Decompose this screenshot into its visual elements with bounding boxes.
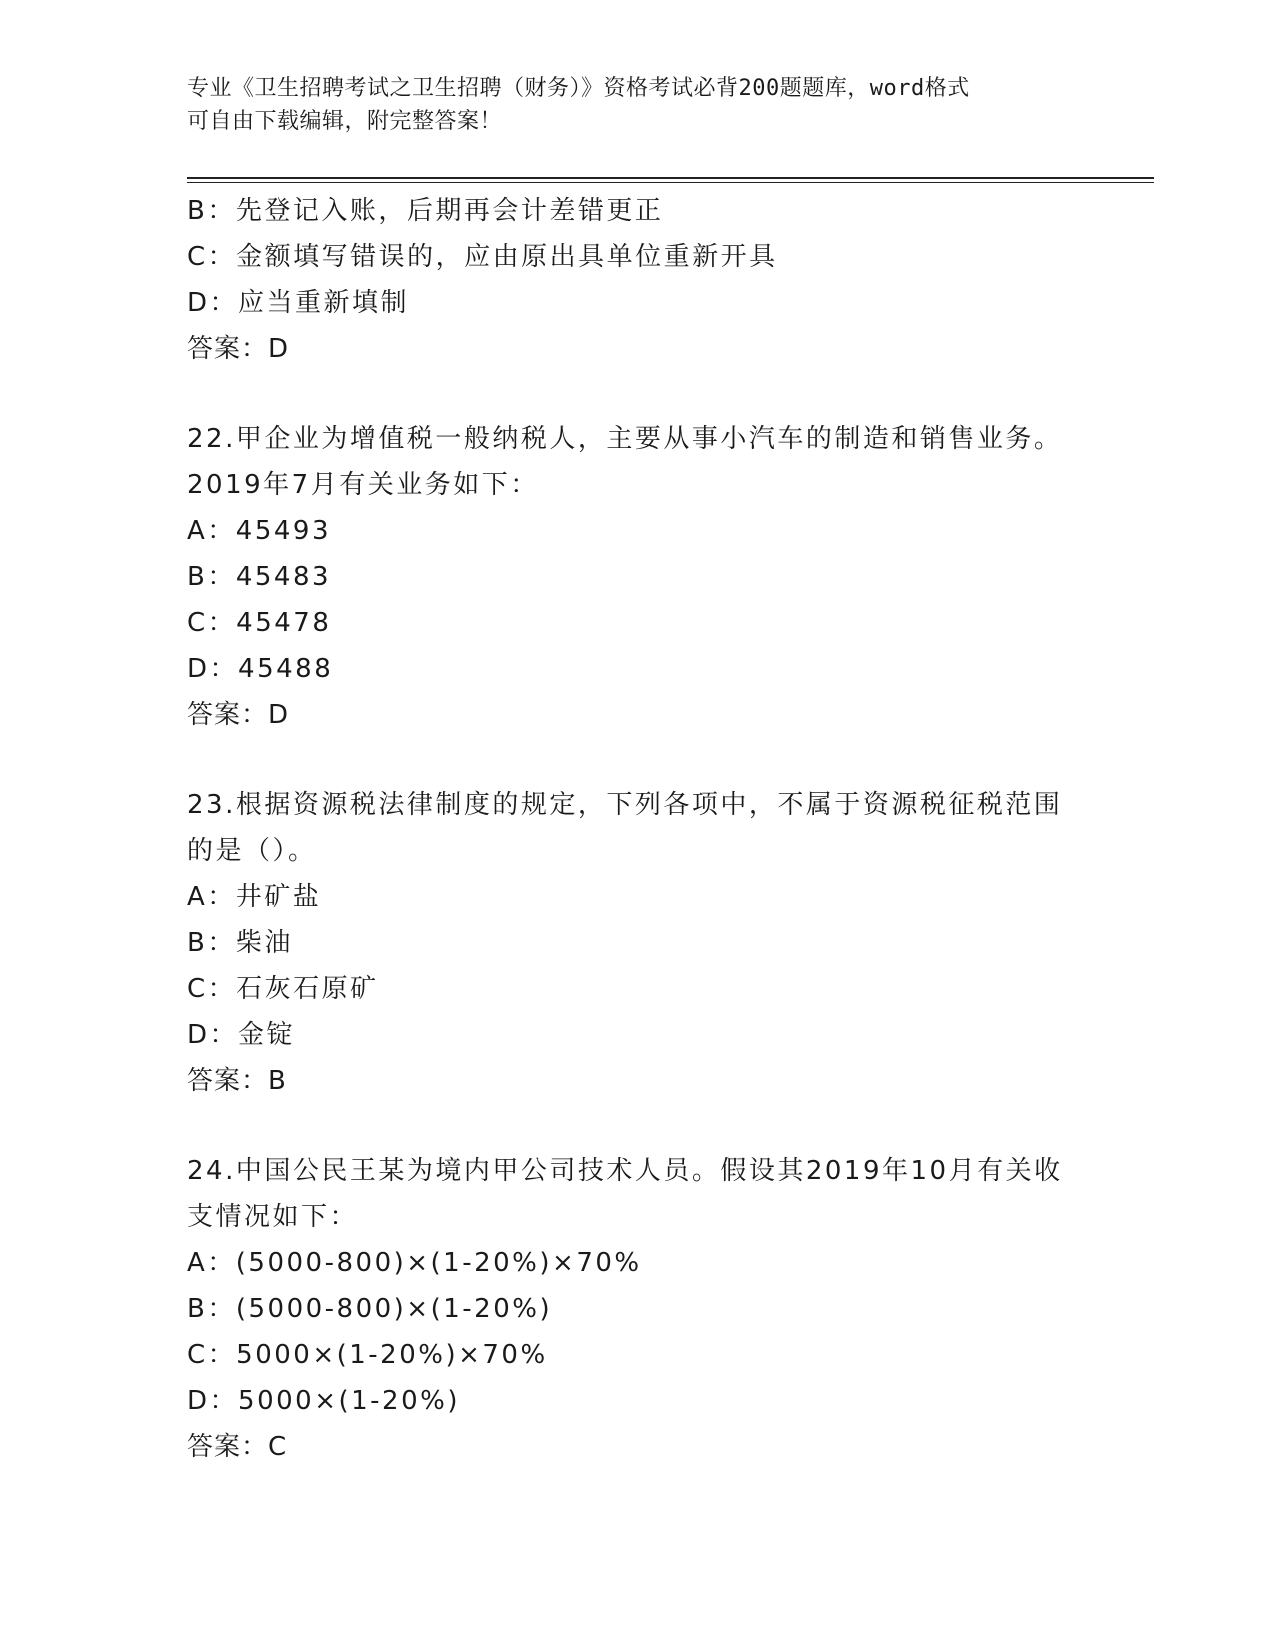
option-b: B：先登记入账，后期再会计差错更正 (187, 196, 664, 226)
option-d: D：5000×(1-20%) (187, 1386, 460, 1416)
question-text-line-2: 的是（）。 (187, 836, 317, 866)
question-text-line-2: 2019年7月有关业务如下： (187, 470, 539, 500)
answer: 答案：B (187, 1066, 287, 1096)
answer: 答案：D (187, 334, 290, 364)
question-24 (187, 1148, 1087, 1470)
document-header (187, 72, 1067, 138)
document-body (187, 188, 1087, 1470)
question-22 (187, 416, 1087, 738)
option-d: D：45488 (187, 654, 334, 684)
option-c: C：5000×(1-20%)×70% (187, 1340, 548, 1370)
option-c: C：45478 (187, 608, 332, 638)
question-text-line-1: 24.中国公民王某为境内甲公司技术人员。假设其2019年10月有关收 (187, 1156, 1063, 1186)
header-title-line-2: 可自由下载编辑，附完整答案！ (187, 109, 503, 134)
option-d: D：应当重新填制 (187, 288, 410, 318)
option-b: B：45483 (187, 562, 332, 592)
question-text-line-2: 支情况如下： (187, 1202, 359, 1232)
header-title-line-1: 专业《卫生招聘考试之卫生招聘（财务）》资格考试必背200题题库，word格式 (187, 76, 970, 101)
option-a: A：(5000-800)×(1-20%)×70% (187, 1248, 642, 1278)
question-text-line-1: 23.根据资源税法律制度的规定，下列各项中，不属于资源税征税范围 (187, 790, 1063, 820)
answer: 答案：D (187, 700, 290, 730)
option-b: B：柴油 (187, 928, 293, 958)
question-text-line-1: 22.甲企业为增值税一般纳税人，主要从事小汽车的制造和销售业务。 (187, 424, 1063, 454)
question-21-continued (187, 188, 1087, 372)
option-c: C：金额填写错误的，应由原出具单位重新开具 (187, 242, 778, 272)
option-a: A：井矿盐 (187, 882, 322, 912)
header-divider-thick (187, 177, 1154, 179)
option-b: B：(5000-800)×(1-20%) (187, 1294, 553, 1324)
option-d: D：金锭 (187, 1020, 296, 1050)
option-a: A：45493 (187, 516, 331, 546)
option-c: C：石灰石原矿 (187, 974, 379, 1004)
question-23 (187, 782, 1087, 1104)
answer: 答案：C (187, 1432, 288, 1462)
header-divider-thin (187, 182, 1154, 183)
